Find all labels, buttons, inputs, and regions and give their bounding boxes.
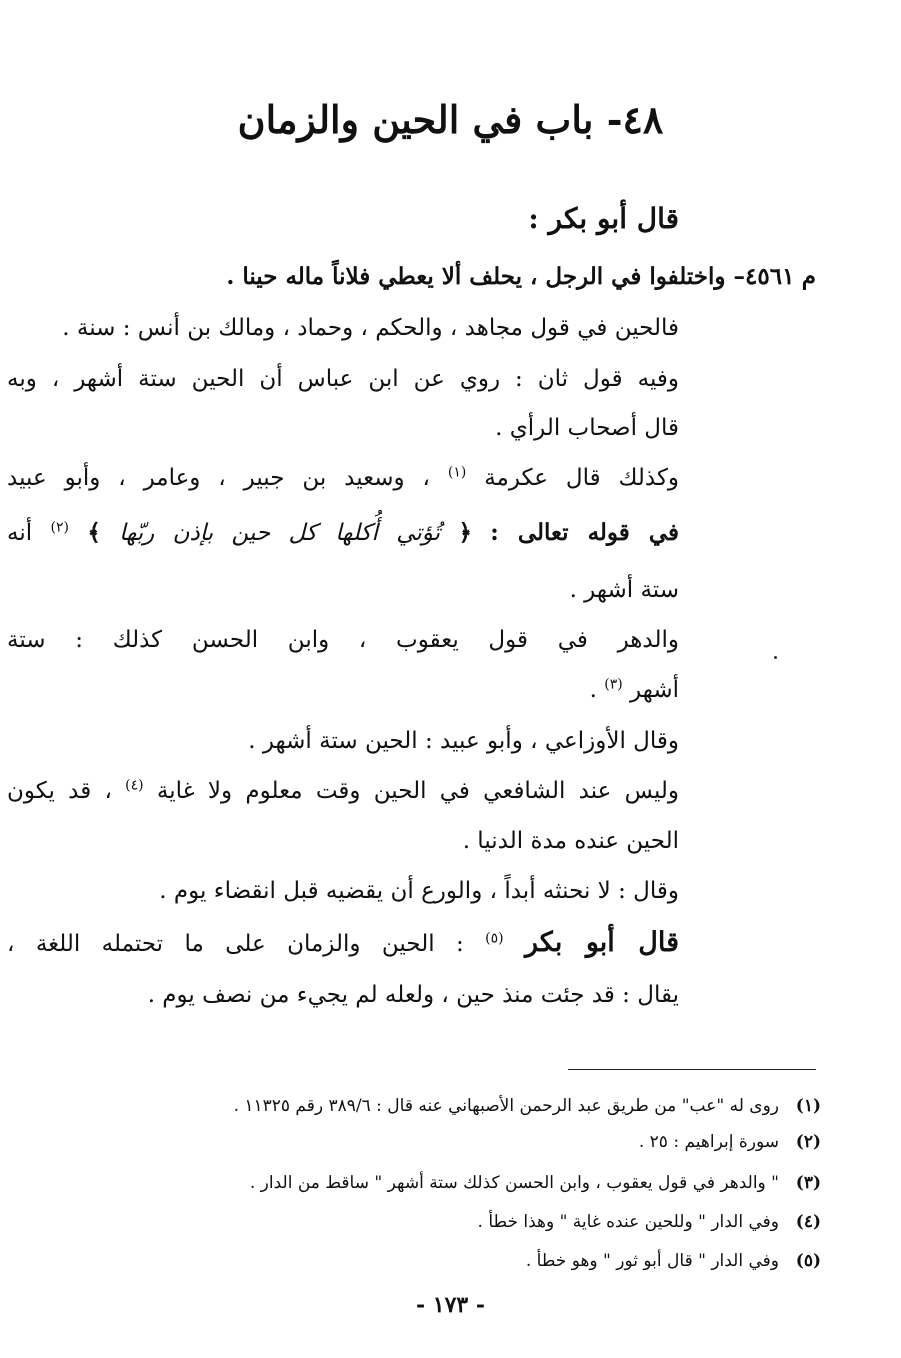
footnote-text: سورة إبراهيم : ٢٥ .: [638, 1132, 779, 1152]
text-line-4: [7, 461, 679, 495]
entry-number: ٤٥٦١: [745, 263, 795, 290]
text-segment: ، قد يكون: [7, 778, 112, 804]
text-line-7: والدهر في قول يعقوب ، وابن الحسن كذلك : ستة: [7, 627, 680, 653]
footnote-text: وفي الدار " وللحين عنده غاية " وهذا خطأ .: [477, 1212, 779, 1232]
footnote-number: (٥): [795, 1251, 821, 1271]
footnote-ref-4: (٤): [125, 777, 144, 794]
footnote-number: (٢): [795, 1132, 821, 1152]
text-line-6: ستة أشهر .: [569, 577, 679, 603]
footnote-ref-3: (٣): [604, 676, 623, 693]
text-line-10: [7, 774, 679, 808]
text-line-14: يقال : قد جئت منذ حين ، ولعله لم يجيء من نصف يوم .: [147, 982, 679, 1008]
footnote-number: (١): [795, 1096, 821, 1116]
text-segment: أشهر: [630, 677, 679, 703]
footnote-divider: [568, 1069, 816, 1070]
footnote-ref-1: (١): [447, 464, 467, 481]
text-line-13: [7, 926, 679, 961]
text-segment: وكذلك قال عكرمة: [484, 465, 680, 491]
text-line-1: فالحين في قول مجاهد ، والحكم ، وحماد ، ومالك بن أنس : سنة .: [62, 315, 679, 341]
footnote-2: [639, 1129, 821, 1155]
footnote-3: [250, 1170, 821, 1196]
text-line-12: وقال : لا نحنثه أبداً ، والورع أن يقضيه قبل انقضاء يوم .: [159, 878, 679, 904]
text-line-11: الحين عنده مدة الدنيا .: [462, 828, 679, 854]
quran-bracket-open: ﴿: [458, 519, 472, 546]
footnote-1: [234, 1093, 821, 1119]
entry-text: – واختلفوا في الرجل ، يحلف ألا يعطي فلاناً ماله حينا .: [226, 263, 746, 290]
footnote-5: [526, 1248, 821, 1274]
speaker-heading: قال أبو بكر :: [528, 202, 679, 235]
text-segment: وليس عند الشافعي في الحين وقت معلوم ولا غاية: [156, 778, 679, 804]
scan-speck: [774, 656, 777, 659]
quran-verse: تُؤتي أُكلها كل حين بإذن ربّها: [119, 520, 441, 546]
text-line-9: وقال الأوزاعي ، وأبو عبيد : الحين ستة أشهر .: [248, 728, 679, 754]
text-segment: في قوله تعالى :: [490, 519, 680, 546]
footnote-number: (٣): [795, 1173, 821, 1193]
page-number: - ١٧٣ -: [415, 1292, 486, 1318]
text-line-8: [590, 673, 679, 707]
text-line-3: قال أصحاب الرأي .: [495, 415, 679, 441]
footnote-text: وفي الدار " قال أبو ثور " وهو خطأ .: [525, 1251, 779, 1271]
footnote-text: روى له "عب" من طريق عبد الرحمن الأصبهاني عنه قال : ٣٨٩/٦ رقم ١١٣٢٥ .: [233, 1096, 779, 1116]
footnote-ref-5: (٥): [485, 930, 504, 947]
text-segment: أنه: [7, 520, 33, 546]
chapter-title: ٤٨- باب في الحين والزمان: [237, 97, 664, 142]
speaker-inline: قال أبو بكر: [525, 927, 680, 958]
text-line-2: وفيه قول ثان : روي عن ابن عباس أن الحين ستة أشهر ، وبه: [7, 366, 679, 392]
footnote-4: [478, 1209, 821, 1235]
text-segment: ، وسعيد بن جبير ، وعامر ، وأبو عبيد: [7, 465, 430, 491]
text-line-5: [7, 516, 679, 550]
footnote-text: " والدهر في قول يعقوب ، وابن الحسن كذلك ستة أشهر " ساقط من الدار .: [249, 1173, 779, 1193]
text-segment: .: [589, 677, 597, 703]
footnote-ref-2: (٢): [50, 519, 69, 536]
entry-line: [226, 260, 816, 294]
entry-marker: م: [801, 263, 816, 290]
footnote-number: (٤): [795, 1212, 821, 1232]
quran-bracket-close: ﴾: [87, 519, 101, 546]
text-segment: : الحين والزمان على ما تحتمله اللغة ،: [7, 931, 464, 957]
